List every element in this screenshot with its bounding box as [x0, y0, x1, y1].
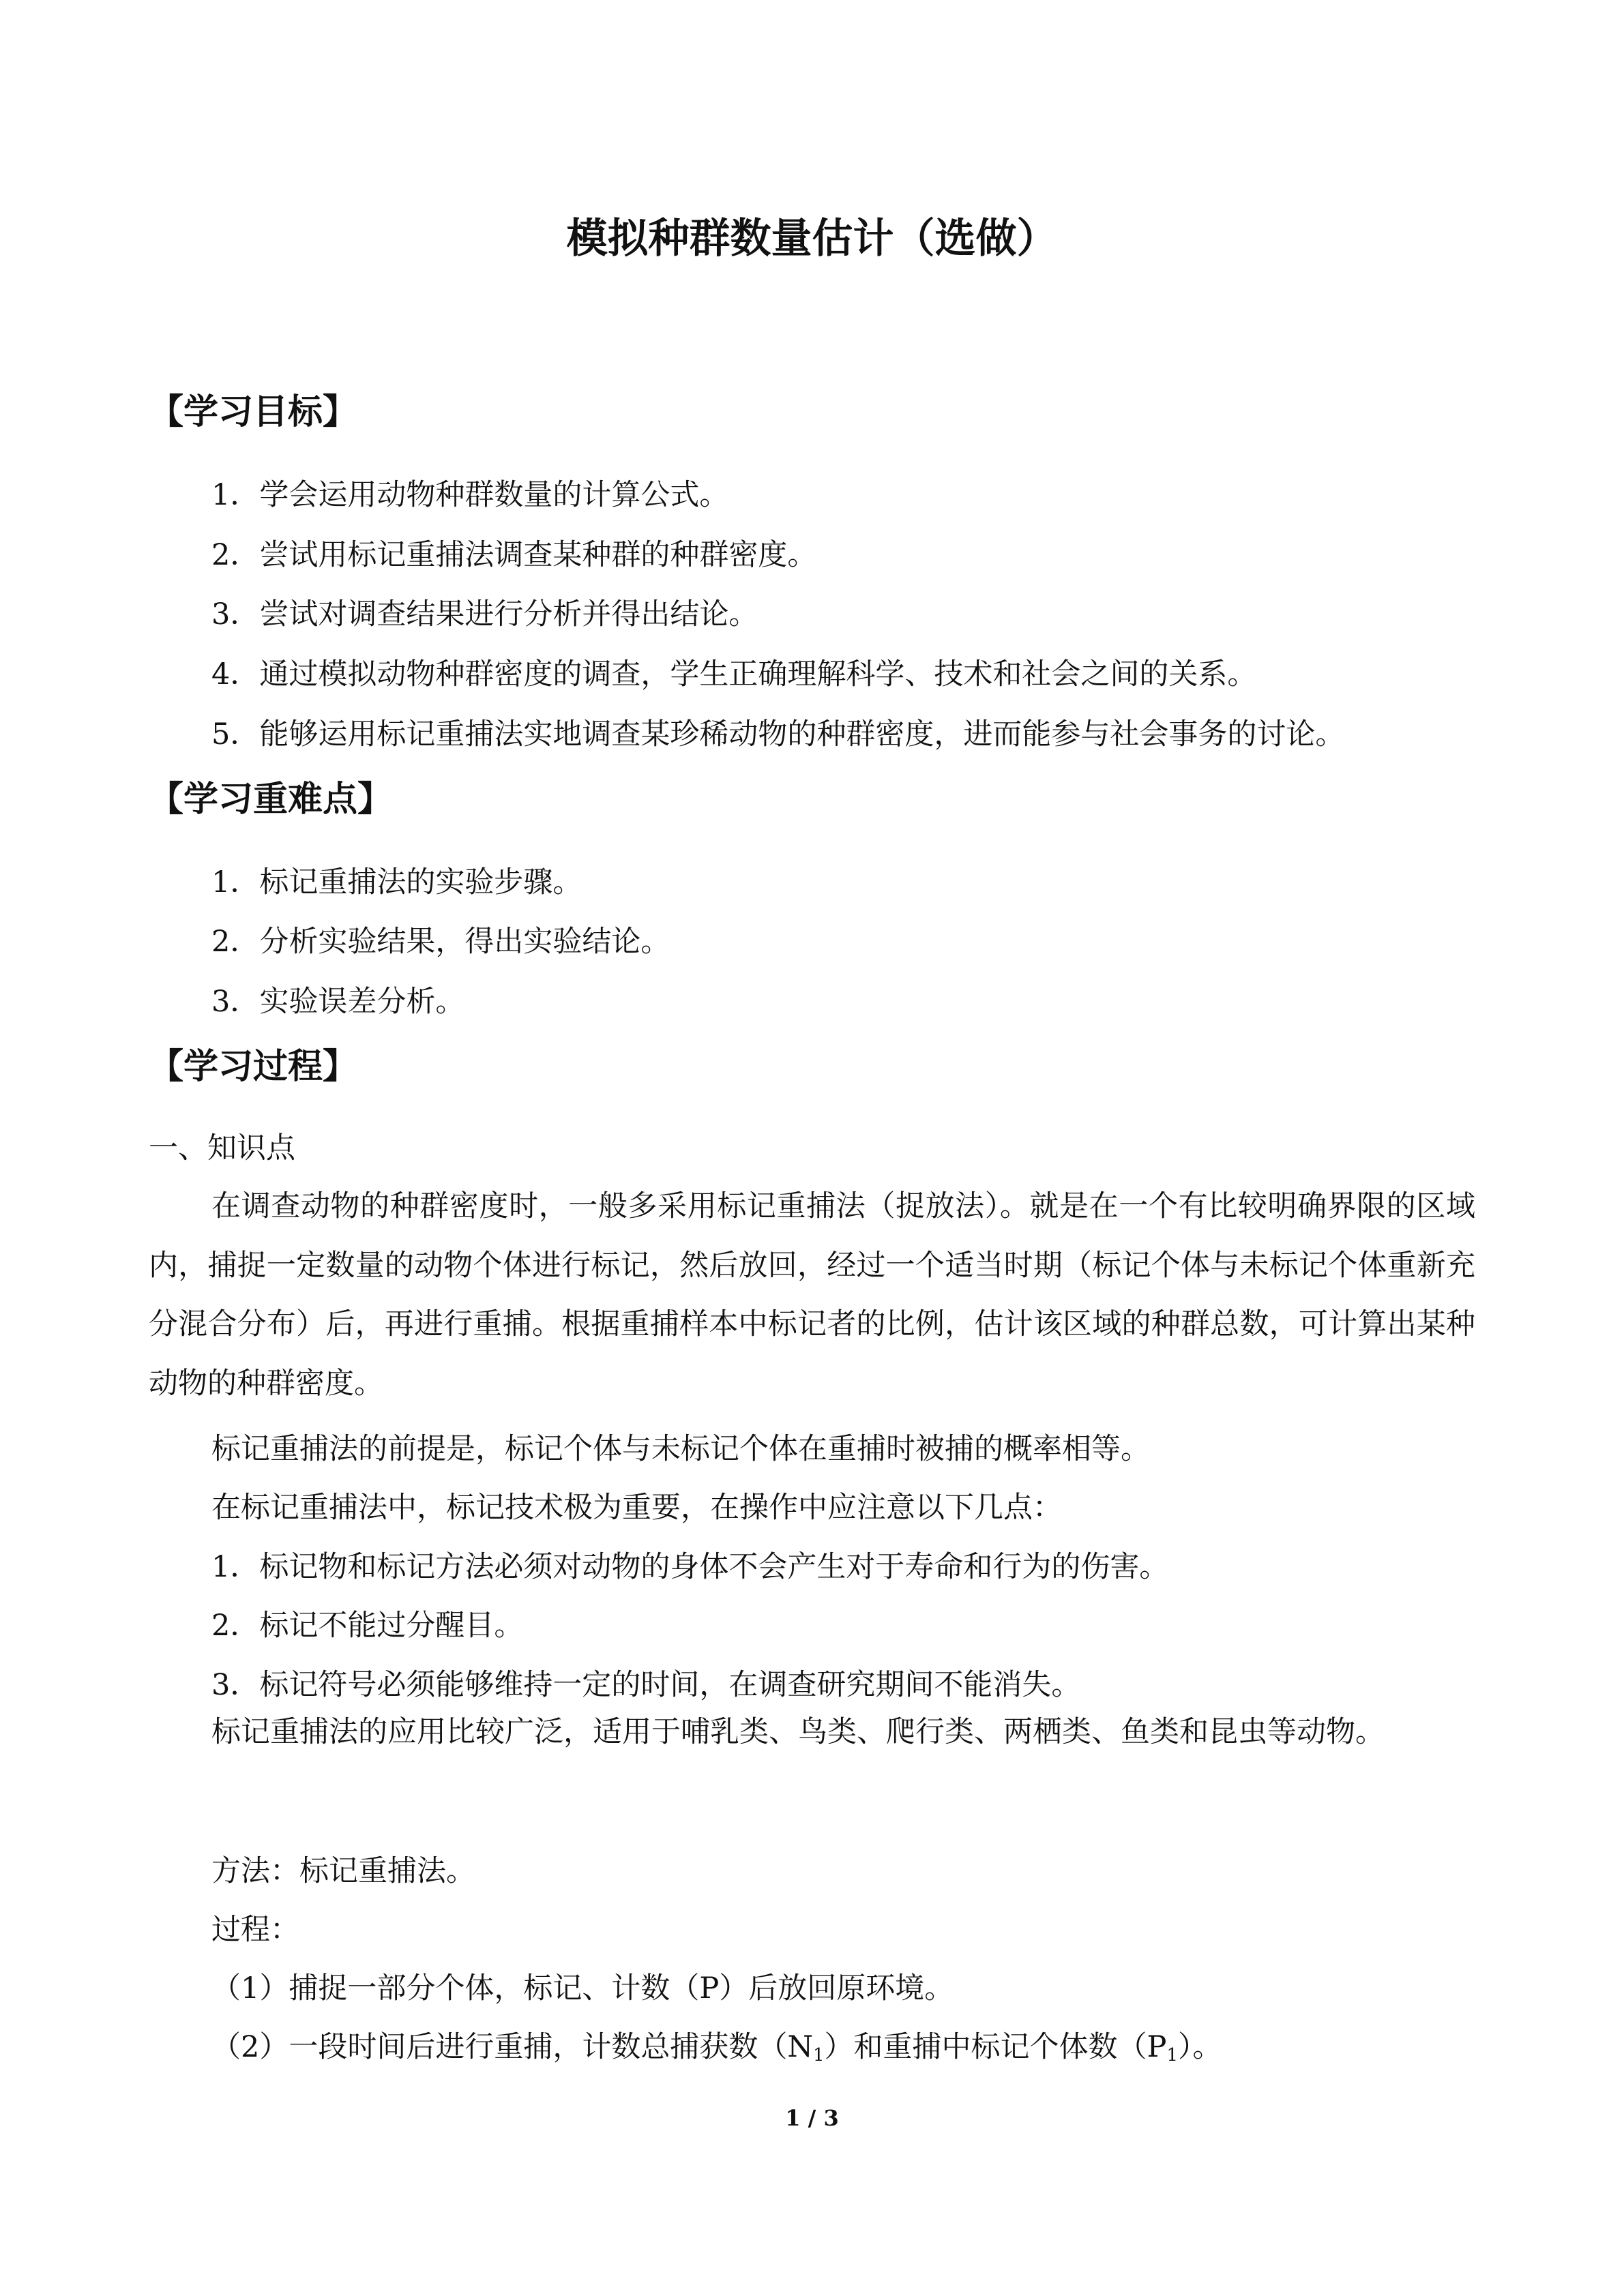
paragraph-premise: 标记重捕法的前提是，标记个体与未标记个体在重捕时被捕的概率相等。 — [211, 1432, 1150, 1466]
objective-item-5: 5．能够运用标记重捕法实地调查某珍稀动物的种群密度，进而能参与社会事务的讨论。 — [211, 717, 1345, 751]
subscript-n1: 1 — [812, 2045, 825, 2066]
subscript-p1: 1 — [1166, 2045, 1179, 2066]
document-title: 模拟种群数量估计（选做） — [566, 215, 1058, 263]
objective-item-4: 4．通过模拟动物种群密度的调查，学生正确理解科学、技术和社会之间的关系。 — [211, 657, 1257, 691]
process-step-2-part-b: ）和重捕中标记个体数（P — [824, 2030, 1167, 2064]
note-item-3: 3．标记符号必须能够维持一定的时间，在调查研究期间不能消失。 — [211, 1668, 1081, 1702]
note-item-2: 2．标记不能过分醒目。 — [211, 1609, 524, 1643]
method-line: 方法：标记重捕法。 — [211, 1854, 475, 1888]
process-step-1: （1）捕捉一部分个体，标记、计数（P）后放回原环境。 — [211, 1971, 954, 2006]
objective-item-1: 1．学会运用动物种群数量的计算公式。 — [211, 478, 729, 512]
objective-item-2: 2．尝试用标记重捕法调查某种群的种群密度。 — [211, 538, 817, 572]
process-label: 过程： — [211, 1913, 299, 1947]
process-step-2 — [211, 2027, 1222, 2068]
objective-item-3: 3．尝试对调查结果进行分析并得出结论。 — [211, 597, 758, 631]
paragraph-mark-recapture-intro: 在调查动物的种群密度时，一般多采用标记重捕法（捉放法）。就是在一个有比较明确界限的区域内，捕捉一定数量的动物个体进行标记，然后放回，经过一个适当时期（标记个体与未标记个体重新充分混合分布）后，再进行重捕。根据重捕样本中标记者的比例，估计该区域的种群总数，可计算出某种动物的种群密度。 — [149, 1189, 1475, 1401]
knowledge-subheading: 一、知识点 — [149, 1131, 295, 1165]
section-heading-process: 【学习过程】 — [149, 1047, 358, 1087]
section-heading-key-points: 【学习重难点】 — [149, 779, 393, 820]
note-item-1: 1．标记物和标记方法必须对动物的身体不会产生对于寿命和行为的伤害。 — [211, 1550, 1169, 1584]
key-point-item-1: 1．标记重捕法的实验步骤。 — [211, 865, 582, 899]
paragraph-notes-intro: 在标记重捕法中，标记技术极为重要，在操作中应注意以下几点： — [211, 1491, 1062, 1525]
key-point-item-2: 2．分析实验结果，得出实验结论。 — [211, 925, 670, 959]
process-step-2-part-a: （2）一段时间后进行重捕，计数总捕获数（N — [211, 2030, 813, 2064]
process-step-2-part-c: ）。 — [1178, 2030, 1222, 2064]
page-number: 1 / 3 — [785, 2105, 839, 2131]
section-heading-objectives: 【学习目标】 — [149, 392, 358, 432]
key-point-item-3: 3．实验误差分析。 — [211, 985, 465, 1019]
paragraph-applications: 标记重捕法的应用比较广泛，适用于哺乳类、鸟类、爬行类、两栖类、鱼类和昆虫等动物。 — [211, 1715, 1385, 1749]
